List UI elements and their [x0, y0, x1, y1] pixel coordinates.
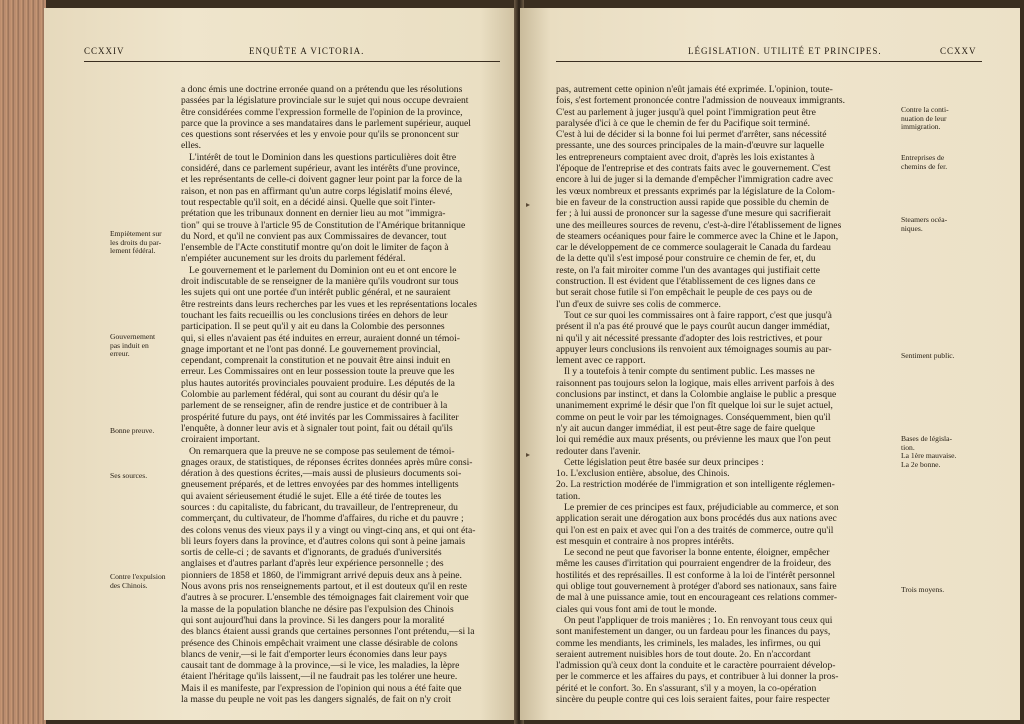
left-page	[44, 8, 518, 720]
margin-note: Contre la conti- nuation de leur immigration.	[901, 105, 949, 132]
margin-note: Entreprises de chemins de fer.	[901, 153, 948, 171]
paragraph: a donc émis une doctrine erronée quand on a prétendu que les résolutions passées par la législature provinciale sur le sujet qui nous occupe devraient être considérées comme l'expression formelle de l'opinion de la province, parce que la province a ses mandataires dans le parlement supérieur, auquel ces questions sont réservées et les y envoie pour qu'ils se prononcent sur elles.	[181, 84, 471, 152]
right-page-number: CCXXV	[940, 46, 977, 56]
paragraph: Cette législation peut être basée sur deux principes : 1o. L'exclusion entière, absolue, des Chinois. 2o. La restriction modérée de l'immigration et son intelligente réglemen- tation.	[556, 456, 835, 502]
margin-note: Steamers océa- niques.	[901, 215, 948, 233]
margin-note: Contre l'expulsion des Chinois.	[110, 572, 166, 590]
paragraph: On remarquera que la preuve ne se compose pas seulement de témoi- gnages oraux, de statistiques, de réponses écrites données après mûre consi- dération à des questions écrites,—mais aussi de plusieurs documents soi- gneusement préparés, et de lettres envoyées par des hommes intelligents qui avaient sérieusement étudié le sujet. Elle a été tirée de toutes les sources : du capitaliste, du fabricant, du travailleur, de l'entrepreneur, du commerçant, du cultivateur, de l'homme d'affaires, du riche et du pauvre ; des colons venus des vieux pays il y a vingt ou vingt-cinq ans, et qui ont éta- bli leurs foyers dans la province, et d'autres colons qui sont à peine jamais sortis de celle-ci ; de savants et d'ignorants, de gradués d'universités anglaises et d'autres parlant d'après leur expérience personnelle ; des pionniers de 1858 et 1860, de l'immigrant arrivé depuis deux ans à peine. Nous avons pris nos renseignements partout, et il est douteux qu'il en reste d'autres à se procurer. L'ensemble des témoignages fait clairement voir que la masse de la population blanche ne désire pas l'expulsion des Chinois qui sont aujourd'hui dans la province. Si les dangers pour la moralité des blancs étaient aussi grands que certaines personnes l'ont prétendu,—si la présence des Chinois empêchait vraiment une classe désirable de colons blancs de venir,—si le fait d'emporter leurs économies dans leur pays causait tant de dommage à la province,—si le vice, les maladies, la lèpre étaient l'héritage qu'ils laissent,—il ne faudrait pas les tolérer une heure. Mais il es manifeste, par l'expression de l'opinion qui nous a été faite que la masse du peuple ne voit pas les dangers signalés, de fait on n'y croit	[181, 445, 476, 706]
left-running-head: ENQUÊTE A VICTORIA.	[249, 46, 365, 56]
paragraph: Le gouvernement et le parlement du Dominion ont eu et ont encore le droit indiscutable de se renseigner de la manière qu'ils voudront sur tous les sujets qui ont une portée d'un intérêt public général, et ne sauraient être restreints dans leurs recherches par les vues et les représentations locales touchant les faits recueillis ou les conclusions tirées en dehors de leur participation. Il se peut qu'il y ait eu dans la Colombie des personnes qui, si elles n'avaient pas été induites en erreur, auraient donné un témoi- gnage important et ne l'ont pas donné. Le gouvernement provincial, cependant, comprenait la constitution et ne pouvait être ainsi induit en erreur. Les Commissaires ont en leur possession toute la preuve que les plus hautes autorités provinciales pouvaient produire. Les députés de la Colombie au parlement fédéral, qui sont au courant du désir qu'a le parlement de se renseigner, afin de rendre justice et de contribuer à la prospérité future du pays, ont été invités par les Commissaires à faciliter l'enquête, à donner leur avis et à signaler tout point, fait ou détail qu'ils croiraient important.	[181, 264, 477, 446]
margin-note: Trois moyens.	[901, 585, 945, 594]
paragraph: L'intérêt de tout le Dominion dans les questions particulières doit être considéré, dans ce parlement supérieur, avant les intérêts d'une province, et les représentants de celle-ci doivent gagner leur point par la force de la raison, et non pas en affirmant qu'un autre corps législatif moins élevé, tout respectable qu'il soit, en a décidé ainsi. Quelle que soit l'inter- prétation que les tribunaux donnent en dernier lieu au mot "immigra- tion" qui se trouve à l'article 95 de Constitution de l'Amérique britannique du Nord, et qu'il ne convient pas aux Commissaires de devancer, tout l'ensemble de l'Acte constitutif montre qu'on doit le limiter de façon à n'empiéter aucunement sur les droits du parlement fédéral.	[181, 151, 466, 265]
binding-marker-icon	[526, 203, 530, 207]
right-head-rule	[556, 61, 982, 62]
margin-note: Ses sources.	[110, 471, 148, 480]
left-body-text	[181, 84, 503, 705]
margin-note: Bonne preuve.	[110, 426, 155, 435]
margin-note: Empiètement sur les droits du par- lement fédéral.	[110, 229, 162, 256]
binding-marker-icon	[526, 453, 530, 457]
paragraph: Tout ce sur quoi les commissaires ont à faire rapport, c'est que jusqu'à présent il n'a pas été prouvé que le pays courût aucun danger immédiat, ni qu'il y ait nécessité pressante d'adopter des lois restrictives, et pour appuyer leurs conclusions ils renvoient aux témoignages soumis au par- lement avec ce rapport.	[556, 309, 832, 367]
right-running-head: LÉGISLATION. UTILITÉ ET PRINCIPES.	[688, 46, 882, 56]
right-body-text	[556, 84, 892, 705]
margin-note: Gouvernement pas induit en erreur.	[110, 332, 156, 359]
margin-note: Sentiment public.	[901, 351, 955, 360]
left-page-number: CCXXIV	[84, 46, 125, 56]
paragraph: pas, autrement cette opinion n'eût jamais été exprimée. L'opinion, toute- fois, s'est fortement prononcée contre l'admission de nouveaux immigrants. C'est au parlement à juger jusqu'à quel point l'immigration peut être paralysée d'ici à ce que le chemin de fer du Pacifique soit terminé. C'est à lui de décider si la bonne foi lui permet d'arrêter, sans nécessité pressante, une des sources principales de la main-d'œuvre sur laquelle les entrepreneurs comptaient avec droit, d'après les lois existantes à l'époque de l'entreprise et des contrats faits avec le gouvernement. C'est encore à lui de juger si la demande d'empêcher l'immigration cadre avec les vœux nombreux et pressants exprimés par la législature de la Colom- bie en faveur de la construction aussi rapide que possible du chemin de fer ; à lui aussi de prononcer sur la sagesse d'une mesure qui sacrifierait une des meilleures sources de revenu, c'est-à-dire l'établissement de lignes de steamers océaniques pour faire le commerce avec la Chine et le Japon, car le développement de ce commerce soulagerait le Canada du fardeau de la dette qu'il s'est imposé pour construire ce chemin de fer, et, du reste, on l'a fait miroiter comme l'un des avantages qui justifiait cette construction. Il est évident que l'établissement de ces lignes dans ce but serait chose futile si l'on empêchait le peuple de ces pays ou de l'un d'eux de suivre ses colis de commerce.	[556, 84, 846, 310]
page-edges	[0, 0, 46, 724]
paragraph: On peut l'appliquer de trois manières ; 1o. En renvoyant tous ceux qui sont manifestement un danger, ou un fardeau pour les finances du pays, comme les mendiants, les criminels, les malades, les infirmes, ou qui seraient autrement nuisibles hors de tout doute. 2o. En n'accordant l'admission qu'à ceux dont la conduite et le caractère pourraient dévelop- per le commerce et les affaires du pays, et contribuer à lui donner la pros- périté et le confort. 3o. En s'assurant, s'il y a moyen, la co-opération sincère du peuple contre qui ces lois seraient faites, pour faire respecter	[556, 614, 839, 706]
left-head-rule	[84, 61, 500, 62]
paragraph: Il y a toutefois à tenir compte du sentiment public. Les masses ne raisonnent pas toujours selon la logique, mais elles arrivent parfois à des conclusions par instinct, et dans la Colombie anglaise le public a presque unanimement exprimé le désir que l'on fît quelque loi sur le sujet actuel, comme on peut le voir par les témoignages. Conséquemment, bien qu'il n'y ait aucun danger immédiat, il est peut-être sage de faire quelque loi qui remédie aux maux présents, ou prévienne les maux que l'on peut redouter dans l'avenir.	[556, 366, 837, 457]
right-page	[520, 8, 1020, 720]
paragraph: Le second ne peut que favoriser la bonne entente, éloigner, empêcher même les causes d'irritation qui pourraient engendrer de la froideur, des hostilités et des représailles. Il est conforme à la loi de l'intérêt personnel qui oblige tout gouvernement à protéger d'abord ses nationaux, sans faire de mal à une puissance amie, tout en encourageant ces relations commer- ciales qui vous font ami de tout le monde.	[556, 547, 838, 615]
margin-note: Bases de législa- tion. La 1ère mauvaise. La 2e bonne.	[901, 434, 957, 469]
paragraph: Le premier de ces principes est faux, préjudiciable au commerce, et son application serait une dérogation aux bons procédés dus aux nations avec qui l'on est en paix et avec qui l'on a des traités de commerce, outre qu'il est mesquin et contraire à nos propres intérêts.	[556, 501, 839, 547]
